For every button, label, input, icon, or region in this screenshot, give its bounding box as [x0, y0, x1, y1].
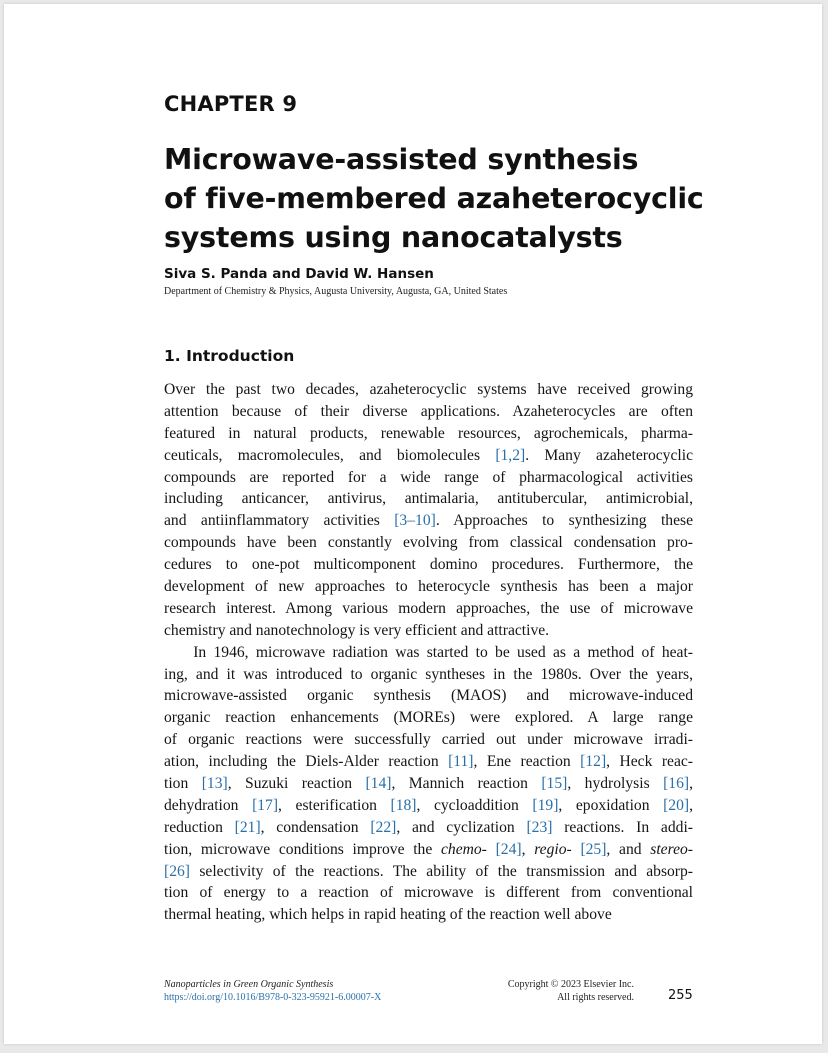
citation-link[interactable]: [17]: [252, 796, 279, 814]
text-run: , and cyclization: [396, 818, 527, 836]
citation-link[interactable]: [21]: [234, 818, 261, 836]
text-run: . Approaches to synthesizing these: [435, 512, 693, 530]
chapter-title: [164, 140, 724, 257]
citation-link[interactable]: [20]: [663, 796, 690, 814]
text-run: research interest. Among various modern approaches, the use of microwave: [164, 599, 693, 617]
text-run: reduction: [164, 818, 235, 836]
text-run: organic reaction enhancements (MOREs) were explored. A large range: [164, 709, 693, 727]
text-run: featured in natural products, renewable resources, agrochemicals, pharma-: [164, 424, 693, 442]
authors: Siva S. Panda and David W. Hansen: [164, 266, 434, 282]
text-run: , Mannich reaction: [391, 775, 542, 793]
italic-term: chemo-: [440, 840, 487, 858]
text-run: ation, including the Diels-Alder reaction: [164, 753, 449, 771]
text-run: In 1946, microwave radiation was started to be used as a method of heat-: [164, 643, 693, 661]
text-run: , epoxidation: [558, 796, 664, 814]
citation-link[interactable]: [15]: [541, 775, 568, 793]
text-line: [164, 467, 693, 489]
section-heading: 1. Introduction: [164, 347, 295, 365]
footer-citation: [164, 978, 381, 1004]
citation-link[interactable]: [25]: [580, 840, 607, 858]
chapter-label: CHAPTER 9: [164, 92, 298, 116]
text-run: cedures to one-pot multicomponent domino procedures. Furthermore, the: [164, 556, 693, 574]
text-run: ceuticals, macromolecules, and biomolecules: [164, 446, 496, 464]
body-text: [164, 379, 693, 926]
text-line: [164, 817, 693, 839]
text-run: and antiinflammatory activities: [164, 512, 395, 530]
text-line: [164, 729, 693, 751]
affiliation: Department of Chemistry & Physics, Augusta University, Augusta, GA, United States: [164, 286, 508, 297]
text-line: [164, 861, 693, 883]
text-line: [164, 554, 693, 576]
text-line: [164, 882, 693, 904]
citation-link[interactable]: [3–10]: [394, 512, 436, 530]
text-run: compounds have been constantly evolving from classical condensation pro-: [164, 534, 693, 552]
footer-copyright: [474, 978, 634, 1004]
text-run: dehydration: [164, 796, 253, 814]
text-run: microwave-assisted organic synthesis (MAOS) and microwave-induced: [164, 687, 693, 705]
text-run: ,: [521, 840, 535, 858]
text-line: [164, 642, 693, 664]
text-run: , hydrolysis: [567, 775, 664, 793]
italic-term: stereo-: [650, 840, 693, 858]
text-run: ,: [689, 796, 693, 814]
text-run: thermal heating, which helps in rapid heating of the reaction well above: [164, 906, 612, 924]
text-run: , Suzuki reaction: [227, 775, 366, 793]
text-run: , condensation: [260, 818, 371, 836]
citation-link[interactable]: [22]: [370, 818, 397, 836]
text-line: [164, 488, 693, 510]
doi-link[interactable]: https://doi.org/10.1016/B978-0-323-95921-6.00007-X: [164, 992, 382, 1003]
text-run: reactions. In addi-: [552, 818, 693, 836]
text-run: , esterification: [278, 796, 391, 814]
citation-link[interactable]: [26]: [164, 862, 190, 880]
text-run: compounds are reported for a wide range of pharmacological activities: [164, 468, 693, 486]
text-line: [164, 510, 693, 532]
chapter-title-line: Microwave-assisted synthesis: [164, 143, 639, 176]
text-run: chemistry and nanotechnology is very efficient and attractive.: [164, 621, 550, 639]
copyright-text: Copyright © 2023 Elsevier Inc.: [507, 979, 634, 990]
page-number: 255: [668, 988, 693, 1003]
citation-link[interactable]: [24]: [495, 840, 522, 858]
text-line: [164, 685, 693, 707]
text-line: [164, 751, 693, 773]
text-line: [164, 664, 693, 686]
chapter-title-line: systems using nanocatalysts: [164, 221, 623, 254]
text-run: of organic reactions were successfully carried out under microwave irradi-: [164, 731, 693, 749]
text-run: Over the past two decades, azaheterocyclic systems have received growing: [164, 381, 693, 398]
text-line: [164, 620, 693, 642]
citation-link[interactable]: [19]: [532, 796, 559, 814]
text-line: [164, 423, 693, 445]
chapter-title-line: of five-membered azaheterocyclic: [164, 182, 704, 215]
text-run: including anticancer, antivirus, antimalaria, antitubercular, antimicrobial,: [164, 490, 693, 508]
book-page: [4, 4, 822, 1044]
citation-link[interactable]: [13]: [201, 775, 228, 793]
text-run: development of new approaches to heterocycle synthesis has been a major: [164, 578, 693, 596]
text-run: tion of energy to a reaction of microwave is different from conventional: [164, 884, 693, 902]
text-run: tion, microwave conditions improve the: [164, 840, 441, 858]
text-line: [164, 379, 693, 401]
citation-link[interactable]: [11]: [448, 753, 474, 771]
text-line: [164, 707, 693, 729]
text-run: attention because of their diverse applications. Azaheterocycles are often: [164, 402, 693, 420]
book-title: Nanoparticles in Green Organic Synthesis: [164, 979, 334, 990]
text-run: , and: [606, 840, 651, 858]
text-run: tion: [164, 775, 202, 793]
text-run: , Heck reac-: [606, 753, 693, 771]
text-line: [164, 401, 693, 423]
citation-link[interactable]: [23]: [526, 818, 553, 836]
text-line: [164, 839, 693, 861]
text-run: selectivity of the reactions. The ability of the transmission and absorp-: [189, 862, 693, 880]
text-line: [164, 773, 693, 795]
text-run: ing, and it was introduced to organic syntheses in the 1980s. Over the years,: [164, 665, 693, 683]
citation-link[interactable]: [1,2]: [495, 446, 526, 464]
text-line: [164, 795, 693, 817]
text-run: , cycloaddition: [416, 796, 533, 814]
text-line: [164, 532, 693, 554]
citation-link[interactable]: [18]: [390, 796, 417, 814]
text-run: ,: [689, 775, 693, 793]
citation-link[interactable]: [16]: [663, 775, 690, 793]
text-run: . Many azaheterocyclic: [525, 446, 693, 464]
text-run: , Ene reaction: [473, 753, 581, 771]
text-line: [164, 598, 693, 620]
rights-text: All rights reserved.: [557, 992, 634, 1003]
citation-link[interactable]: [14]: [365, 775, 392, 793]
italic-term: regio-: [534, 840, 572, 858]
citation-link[interactable]: [12]: [580, 753, 607, 771]
text-line: [164, 445, 693, 467]
text-line: [164, 904, 693, 926]
text-run: [487, 841, 496, 858]
text-line: [164, 576, 693, 598]
